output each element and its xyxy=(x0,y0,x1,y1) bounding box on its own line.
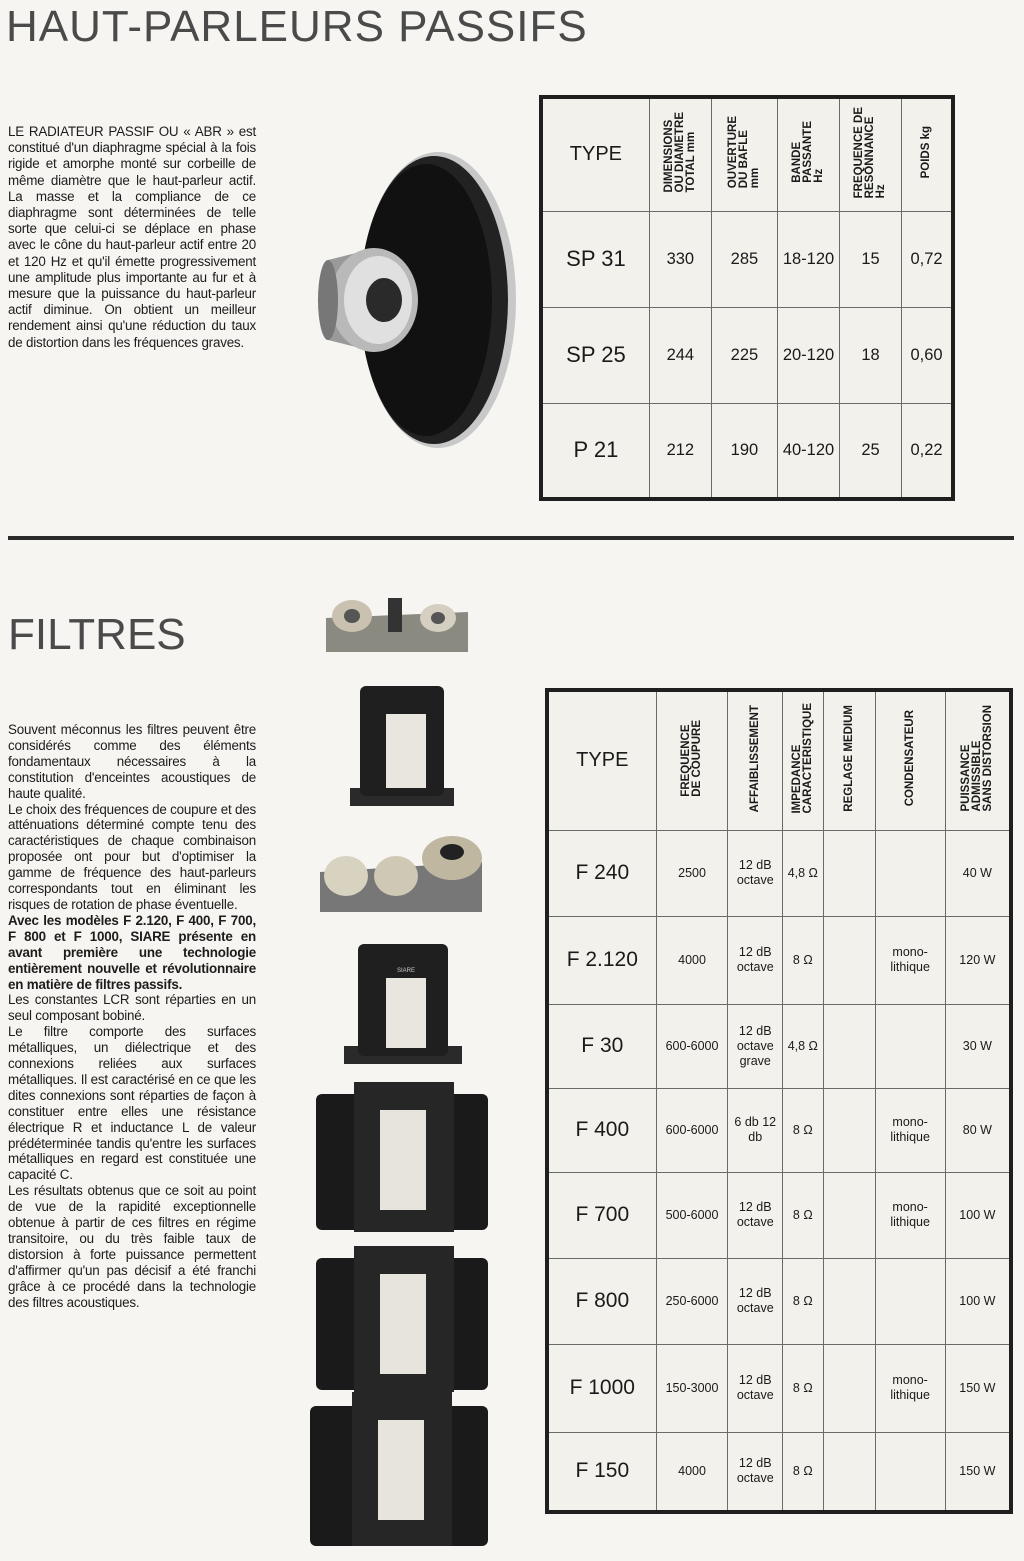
cell: 100 W xyxy=(945,1258,1011,1344)
cell: 40-120 xyxy=(777,403,839,499)
table-row xyxy=(547,1258,1011,1344)
paragraph: Souvent méconnus les filtres peuvent être considérés comme des éléments fondamentaux nécessaires à la constitution d'enceintes acoustiques de haute qualité. xyxy=(8,722,256,801)
cell: 18 xyxy=(840,307,902,403)
cell: 12 dB octave xyxy=(728,1258,783,1344)
cell: 2500 xyxy=(656,830,728,916)
cell: 12 dB octave xyxy=(728,830,783,916)
cell: 0,72 xyxy=(902,211,953,307)
cell: 0,22 xyxy=(902,403,953,499)
paragraph: Les résultats obtenus que ce soit au point de vue de la rapidité exceptionnelle obtenue à partir de ces filtres en régime transitoire, ou du très faible taux de distorsion à forte puissance permettent d'affirmer qu'un pas décisif a été franchi grâce à ce procédé dans la technologie des filtres acoustiques. xyxy=(8,1183,256,1310)
cell xyxy=(823,830,875,916)
cell-type: F 240 xyxy=(547,830,656,916)
col-opening: OUVERTURE DU BAFLE mm xyxy=(711,97,777,211)
filter-board-photo xyxy=(322,590,472,660)
col-medium: REGLAGE MEDIUM xyxy=(823,690,875,830)
table-row xyxy=(547,1432,1011,1512)
cell xyxy=(823,1432,875,1512)
cell: 4,8 Ω xyxy=(783,830,824,916)
filter-unit-photo xyxy=(308,1390,490,1550)
cell: 30 W xyxy=(945,1004,1011,1088)
section-title-passive-speakers: HAUT-PARLEURS PASSIFS xyxy=(6,2,588,51)
cell: 12 dB octave grave xyxy=(728,1004,783,1088)
filter-capacitor-photo xyxy=(342,680,462,810)
cell xyxy=(823,916,875,1004)
cell: 4000 xyxy=(656,916,728,1004)
table-row xyxy=(547,1172,1011,1258)
col-type: TYPE xyxy=(547,690,656,830)
table-header-row xyxy=(547,690,1011,830)
cell: 285 xyxy=(711,211,777,307)
cell: 212 xyxy=(649,403,711,499)
col-dimensions: DIMENSIONS OU DIAMETRE TOTAL mm xyxy=(649,97,711,211)
cell: 100 W xyxy=(945,1172,1011,1258)
cell xyxy=(875,830,945,916)
paragraph-highlight: Avec les modèles F 2.120, F 400, F 700, F 800 et F 1000, SIARE présente en avant première une technologie entièrement nouvelle et révolutionnaire en matière de filtres passifs. xyxy=(8,912,256,992)
filter-capacitor-photo xyxy=(338,938,468,1068)
cell: 250-6000 xyxy=(656,1258,728,1344)
cell xyxy=(875,1004,945,1088)
passive-radiator-description: LE RADIATEUR PASSIF OU « ABR » est constitué d'un diaphragme spécial à la fois rigide et amorphe monté sur corbeille de même diamètre que le haut-parleur actif. La masse et la compliance de ce diaphragme sont déterminées de telle sorte que celui-ci se déplace en phase avec le cône du haut-parleur actif entre 20 et 120 Hz et qu'il émette progressivement une amplitude plus importante au fur et à mesure que la puissance du haut-parleur actif diminue. On obtient un meilleur rendement ainsi qu'une réduction du taux de distortion dans les fréquences graves. xyxy=(8,124,256,350)
cell-type: F 30 xyxy=(547,1004,656,1088)
brand-label: SIARE xyxy=(396,968,416,974)
cell: 8 Ω xyxy=(783,916,824,1004)
cell: 8 Ω xyxy=(783,1344,824,1432)
cell: 12 dB octave xyxy=(728,916,783,1004)
cell: 244 xyxy=(649,307,711,403)
col-resonance: FREQUENCE DE RESONNANCE Hz xyxy=(840,97,902,211)
cell: 4,8 Ω xyxy=(783,1004,824,1088)
cell-type: F 1000 xyxy=(547,1344,656,1432)
cell: 600-6000 xyxy=(656,1004,728,1088)
cell: 4000 xyxy=(656,1432,728,1512)
table-row xyxy=(547,916,1011,1004)
cell xyxy=(823,1258,875,1344)
cell: 12 dB octave xyxy=(728,1344,783,1432)
cell: 40 W xyxy=(945,830,1011,916)
cell xyxy=(823,1004,875,1088)
cell: 12 dB octave xyxy=(728,1432,783,1512)
cell: 80 W xyxy=(945,1088,1011,1172)
cell: 8 Ω xyxy=(783,1432,824,1512)
passive-speaker-photo xyxy=(288,150,524,450)
cell-type: P 21 xyxy=(541,403,649,499)
cell-type: F 400 xyxy=(547,1088,656,1172)
cell-type: SP 25 xyxy=(541,307,649,403)
cell: 8 Ω xyxy=(783,1088,824,1172)
table-row xyxy=(547,830,1011,916)
cell: 8 Ω xyxy=(783,1172,824,1258)
cell: 20-120 xyxy=(777,307,839,403)
table-row xyxy=(541,307,953,403)
paragraph: Les constantes LCR sont réparties en un seul composant bobiné. xyxy=(8,992,256,1024)
filter-unit-photo xyxy=(314,1078,490,1234)
cell-type: F 700 xyxy=(547,1172,656,1258)
cell: 6 db 12 db xyxy=(728,1088,783,1172)
col-cutoff: FREQUENCE DE COUPURE xyxy=(656,690,728,830)
section-divider xyxy=(8,536,1014,540)
table-header-row xyxy=(541,97,953,211)
cell xyxy=(875,1432,945,1512)
table-row xyxy=(547,1344,1011,1432)
col-bandwidth: BANDE PASSANTE Hz xyxy=(777,97,839,211)
passive-speaker-table xyxy=(539,95,955,501)
col-capacitor: CONDENSATEUR xyxy=(875,690,945,830)
table-row xyxy=(547,1004,1011,1088)
filters-table xyxy=(545,688,1013,1514)
col-power: PUISSANCE ADMISSIBLE SANS DISTORSION xyxy=(945,690,1011,830)
cell: 8 Ω xyxy=(783,1258,824,1344)
cell: 12 dB octave xyxy=(728,1172,783,1258)
cell xyxy=(823,1344,875,1432)
col-impedance: IMPEDANCE CARACTERISTIQUE xyxy=(783,690,824,830)
cell xyxy=(875,1258,945,1344)
table-row xyxy=(541,403,953,499)
filter-unit-photo xyxy=(314,1244,490,1394)
cell-type: F 800 xyxy=(547,1258,656,1344)
table-row xyxy=(541,211,953,307)
section-title-filters: FILTRES xyxy=(8,610,186,659)
cell-type: SP 31 xyxy=(541,211,649,307)
paragraph: Le choix des fréquences de coupure et des atténuations déterminé compte tenu des caractéristiques de chaque combinaison proposée ont pour but d'optimiser la gamme de fréquence des haut-parleurs correspondants tout en éliminant les risques de rotation de phase éventuelle. xyxy=(8,801,256,912)
cell: mono-lithique xyxy=(875,916,945,1004)
cell: 150 W xyxy=(945,1344,1011,1432)
cell: 25 xyxy=(840,403,902,499)
cell xyxy=(823,1088,875,1172)
cell: 18-120 xyxy=(777,211,839,307)
cell: 150 W xyxy=(945,1432,1011,1512)
cell-type: F 2.120 xyxy=(547,916,656,1004)
cell: 190 xyxy=(711,403,777,499)
cell: mono-lithique xyxy=(875,1088,945,1172)
table-row xyxy=(547,1088,1011,1172)
cell: mono-lithique xyxy=(875,1172,945,1258)
col-type: TYPE xyxy=(541,97,649,211)
filter-coils-photo xyxy=(316,832,486,916)
cell: 500-6000 xyxy=(656,1172,728,1258)
cell: 225 xyxy=(711,307,777,403)
cell: 600-6000 xyxy=(656,1088,728,1172)
cell: 120 W xyxy=(945,916,1011,1004)
col-attenuation: AFFAIBLISSEMENT xyxy=(728,690,783,830)
col-weight: POIDS kg xyxy=(902,97,953,211)
cell: 0,60 xyxy=(902,307,953,403)
cell: 150-3000 xyxy=(656,1344,728,1432)
cell: mono-lithique xyxy=(875,1344,945,1432)
cell: 15 xyxy=(840,211,902,307)
paragraph: Le filtre comporte des surfaces métalliques, un diélectrique et des connexions reliées aux surfaces métalliques. Il est caractérisé en ce que les dites connexions sont réparties de façon à constituer entre elles une résistance électrique R et inductance L de valeur prédéterminée tandis qu'entre les surfaces métalliques en regard est constituée une capacité C. xyxy=(8,1024,256,1183)
cell: 330 xyxy=(649,211,711,307)
cell-type: F 150 xyxy=(547,1432,656,1512)
cell xyxy=(823,1172,875,1258)
filters-description xyxy=(8,722,256,1311)
